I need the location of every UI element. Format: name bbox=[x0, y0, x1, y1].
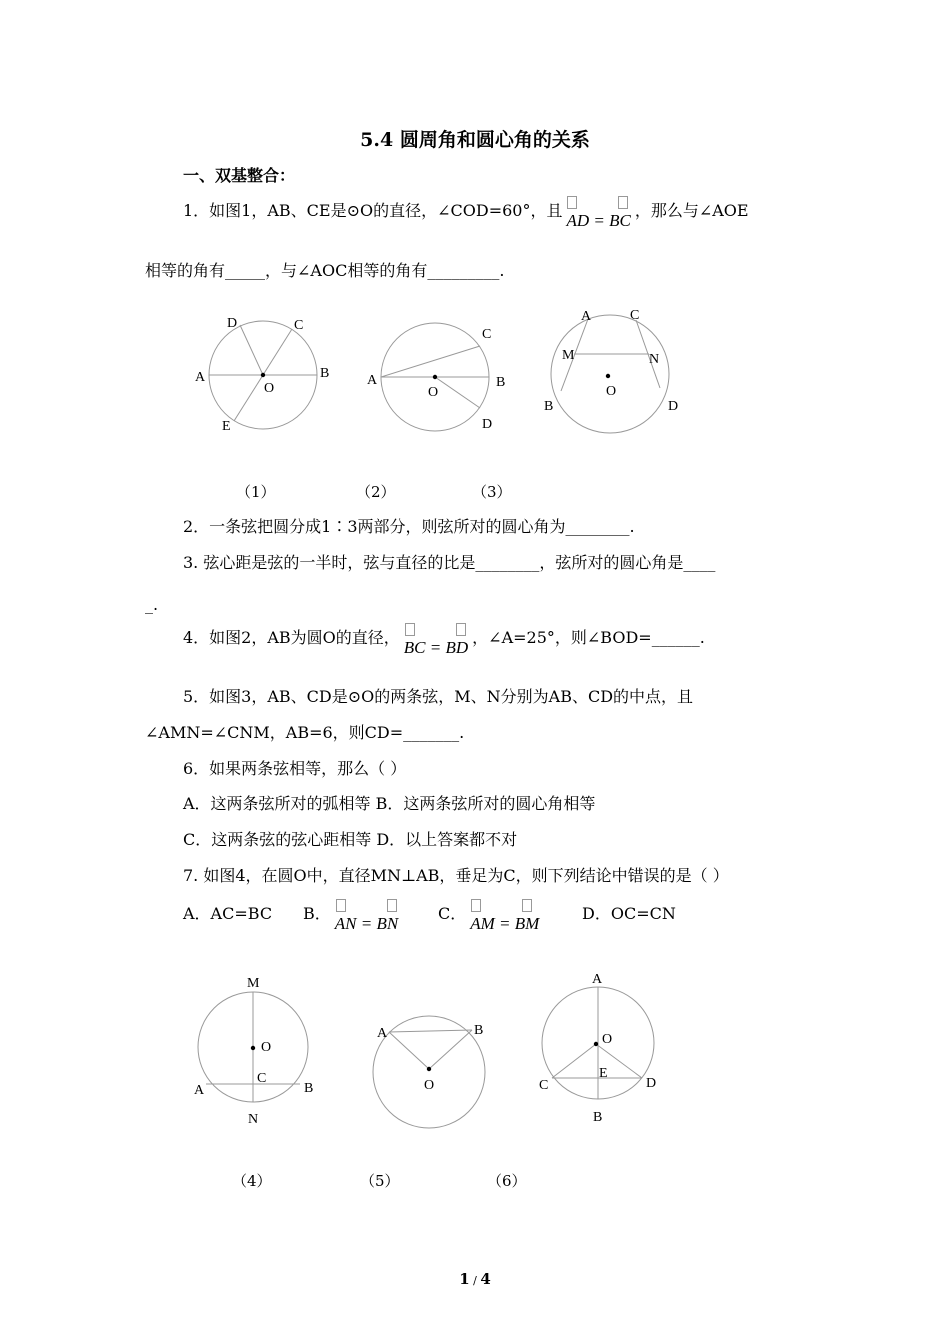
fig4-label-m: M bbox=[247, 976, 260, 991]
figure-6 bbox=[530, 965, 670, 1130]
fig2-radius-od bbox=[435, 377, 480, 408]
fig1-radius-od bbox=[240, 325, 263, 375]
q4-text-b: ，∠A=25°，则∠BOD=______. bbox=[472, 628, 705, 647]
question-1-line-1 bbox=[183, 200, 749, 230]
page-separator: / bbox=[469, 1274, 481, 1287]
fig3-label-c: C bbox=[630, 308, 640, 323]
question-4 bbox=[183, 627, 705, 657]
figure-5 bbox=[365, 1010, 505, 1140]
fig6-label-e: E bbox=[599, 1066, 608, 1081]
question-7-option-c bbox=[438, 903, 543, 933]
arc-mark-icon bbox=[387, 899, 397, 912]
fig6-center-dot bbox=[594, 1042, 598, 1046]
figure-caption-5: （5） bbox=[360, 1172, 400, 1190]
q1-arc-text: AD = BC bbox=[566, 211, 631, 230]
fig6-label-d: D bbox=[646, 1076, 657, 1091]
page-title: 5.4 圆周角和圆心角的关系 bbox=[360, 129, 590, 151]
fig3-circle bbox=[551, 315, 669, 433]
fig4-center-dot bbox=[251, 1046, 255, 1050]
fig1-label-o: O bbox=[264, 381, 275, 396]
page-total: 4 bbox=[480, 1270, 491, 1288]
q1-text-a: 1．如图1，AB、CE是⊙O的直径，∠COD=60°，且 bbox=[183, 201, 563, 220]
fig1-label-d: D bbox=[227, 316, 238, 331]
q7-arc-b bbox=[335, 913, 398, 935]
arc-mark-icon bbox=[336, 899, 346, 912]
arc-mark-icon bbox=[471, 899, 481, 912]
q7-arc-c-text: AM = BM bbox=[470, 914, 540, 933]
q1-arc-equation bbox=[566, 210, 630, 232]
fig5-radius-oa bbox=[389, 1032, 429, 1069]
fig2-label-c: C bbox=[482, 327, 492, 342]
q4-arc-text: BC = BD bbox=[403, 638, 469, 657]
question-3-line-2: _. bbox=[145, 595, 159, 614]
q7-arc-c bbox=[470, 913, 539, 935]
fig5-label-b: B bbox=[474, 1023, 484, 1038]
q4-arc-equation bbox=[404, 637, 468, 659]
fig2-chord-ac bbox=[381, 346, 480, 377]
fig5-chord-ab bbox=[389, 1030, 472, 1032]
fig5-radius-ob bbox=[429, 1030, 472, 1069]
arc-mark-icon bbox=[567, 196, 577, 209]
fig1-label-e: E bbox=[222, 419, 231, 434]
question-6-stem: 6．如果两条弦相等，那么（ ） bbox=[183, 759, 407, 778]
fig1-center-dot bbox=[261, 373, 265, 377]
q7-option-b-letter: B． bbox=[303, 904, 331, 923]
question-5-line-2: ∠AMN=∠CNM，AB=6，则CD=_______. bbox=[145, 723, 465, 742]
fig2-label-b: B bbox=[496, 375, 506, 390]
page-current: 1 bbox=[459, 1270, 470, 1288]
figure-4 bbox=[185, 968, 330, 1133]
fig5-label-o: O bbox=[424, 1078, 435, 1093]
figure-3 bbox=[540, 302, 690, 442]
q4-text-a: 4．如图2，AB为圆O的直径， bbox=[183, 628, 400, 647]
fig6-label-a: A bbox=[592, 972, 603, 987]
fig3-label-o: O bbox=[606, 384, 617, 399]
fig4-label-c: C bbox=[257, 1071, 267, 1086]
question-6-options-cd: C．这两条弦的弦心距相等 D．以上答案都不对 bbox=[183, 830, 518, 849]
question-6-options-ab: A．这两条弦所对的弧相等 B．这两条弦所对的圆心角相等 bbox=[183, 794, 596, 813]
question-2: 2．一条弦把圆分成1∶3两部分，则弦所对的圆心角为________. bbox=[183, 517, 635, 536]
question-5-line-1: 5．如图3，AB、CD是⊙O的两条弦，M、N分别为AB、CD的中点，且 bbox=[183, 687, 694, 706]
fig2-center-dot bbox=[433, 375, 437, 379]
question-1-line-2: 相等的角有_____，与∠AOC相等的角有_________. bbox=[145, 261, 505, 280]
fig2-label-d: D bbox=[482, 417, 493, 432]
arc-mark-icon bbox=[456, 623, 466, 636]
fig6-label-o: O bbox=[602, 1032, 613, 1047]
page-number bbox=[0, 1270, 950, 1288]
figure-caption-2: （2） bbox=[356, 483, 396, 501]
section-heading: 一、双基整合： bbox=[183, 166, 296, 185]
fig2-label-o: O bbox=[428, 385, 439, 400]
fig4-label-n: N bbox=[248, 1112, 259, 1127]
q7-arc-b-text: AN = BN bbox=[334, 914, 399, 933]
arc-mark-icon bbox=[618, 196, 628, 209]
fig3-center-dot bbox=[606, 374, 610, 378]
figure-caption-3: （3） bbox=[472, 483, 512, 501]
fig3-label-d: D bbox=[668, 399, 679, 414]
fig6-label-b: B bbox=[593, 1110, 603, 1125]
figure-caption-4: （4） bbox=[232, 1172, 272, 1190]
fig3-label-n: N bbox=[649, 352, 660, 367]
question-3-line-1: 3. 弦心距是弦的一半时，弦与直径的比是________，弦所对的圆心角是____ bbox=[183, 553, 716, 572]
figure-2 bbox=[362, 318, 522, 438]
question-7-option-b bbox=[303, 903, 402, 933]
figure-caption-1: （1） bbox=[236, 483, 276, 501]
fig6-label-c: C bbox=[539, 1078, 549, 1093]
fig6-radius-oc bbox=[552, 1044, 596, 1078]
fig1-label-b: B bbox=[320, 366, 330, 381]
figure-caption-6: （6） bbox=[487, 1172, 527, 1190]
arc-mark-icon bbox=[405, 623, 415, 636]
fig4-label-o: O bbox=[261, 1040, 272, 1055]
fig1-label-a: A bbox=[195, 370, 206, 385]
figure-1 bbox=[190, 305, 350, 440]
fig4-label-a: A bbox=[194, 1083, 205, 1098]
fig3-label-b: B bbox=[544, 399, 554, 414]
fig5-center-dot bbox=[427, 1067, 431, 1071]
fig3-label-a: A bbox=[581, 309, 592, 324]
question-7-stem: 7. 如图4，在圆O中，直径MN⊥AB，垂足为C，则下列结论中错误的是（ ） bbox=[183, 866, 729, 885]
fig5-label-a: A bbox=[377, 1026, 388, 1041]
fig1-label-c: C bbox=[294, 318, 304, 333]
question-7-option-d: D．OC=CN bbox=[582, 904, 676, 923]
fig4-label-b: B bbox=[304, 1081, 314, 1096]
arc-mark-icon bbox=[522, 899, 532, 912]
q1-text-b: ，那么与∠AOE bbox=[634, 201, 749, 220]
q7-option-c-letter: C． bbox=[438, 904, 467, 923]
question-7-option-a: A．AC=BC bbox=[183, 904, 273, 923]
fig2-label-a: A bbox=[367, 373, 378, 388]
fig3-label-m: M bbox=[562, 348, 575, 363]
